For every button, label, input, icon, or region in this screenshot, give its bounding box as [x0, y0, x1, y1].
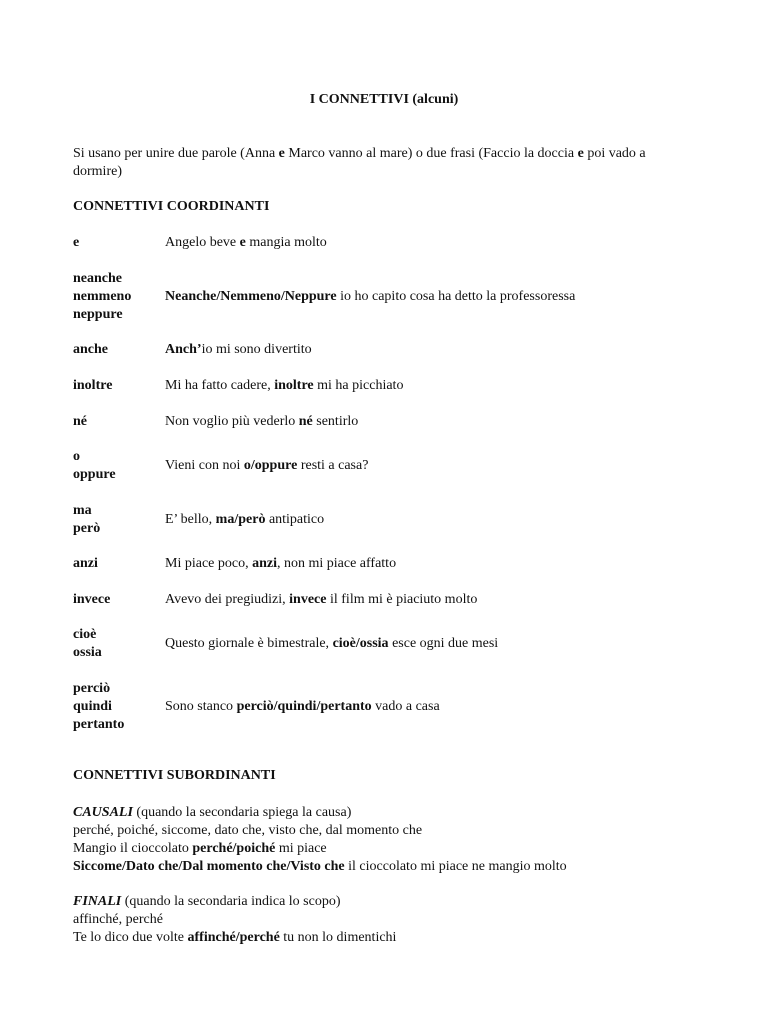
example-text: Avevo dei pregiudizi, — [165, 592, 290, 607]
connettivo-row — [73, 448, 713, 508]
example-text: , non mi piace affatto — [276, 556, 397, 571]
connettivo-example — [165, 288, 575, 306]
connettivo-term: anzi — [73, 556, 98, 571]
example-text: resti a casa? — [297, 458, 369, 473]
example-text: il cioccolato mi piace ne mangio molto — [344, 859, 567, 874]
section-heading-coordinanti: CONNETTIVI COORDINANTI — [73, 199, 270, 214]
connettivo-terms — [73, 555, 163, 573]
connettivo-row — [73, 680, 713, 740]
finali-label: FINALI — [73, 894, 122, 909]
connettivo-term: né — [73, 414, 87, 429]
causali-label: CAUSALI — [73, 805, 133, 820]
connettivo-terms — [73, 448, 163, 484]
example-text: tu non lo dimentichi — [279, 930, 397, 945]
connettivo-example — [165, 635, 498, 653]
example-text: mangia molto — [245, 235, 327, 250]
connettivo-term: neanche — [73, 271, 122, 286]
connettivo-example — [165, 234, 327, 252]
finali-example-1 — [73, 929, 733, 947]
finali-desc: (quando la secondaria indica lo scopo) — [121, 894, 341, 909]
connettivo-term: invece — [73, 592, 111, 607]
example-bold: Neanche/Nemmeno/Neppure — [165, 289, 337, 304]
connettivo-term: o — [73, 449, 80, 464]
example-text: mi piace — [275, 841, 327, 856]
connettivo-terms — [73, 270, 163, 324]
example-bold: affinché/perché — [187, 930, 280, 945]
connettivo-term: e — [73, 235, 80, 250]
example-bold: o/oppure — [243, 458, 298, 473]
example-text: Vieni con noi — [165, 458, 244, 473]
causali-example-1 — [73, 840, 733, 858]
causali-list: perché, poiché, siccome, dato che, visto che, dal momento che — [73, 823, 423, 838]
connettivo-example — [165, 511, 324, 529]
example-text: mi ha picchiato — [313, 378, 404, 393]
connettivo-term: nemmeno — [73, 289, 132, 304]
connettivo-row — [73, 502, 713, 562]
connettivo-row — [73, 626, 713, 686]
connettivo-term: inoltre — [73, 378, 113, 393]
example-bold: cioè/ossia — [332, 636, 389, 651]
connettivo-term: ossia — [73, 645, 102, 660]
example-text: il film mi è piaciuto molto — [326, 592, 478, 607]
page-title: I CONNETTIVI (alcuni) — [309, 92, 459, 107]
example-text: Mi ha fatto cadere, — [165, 378, 275, 393]
connettivo-term: oppure — [73, 467, 116, 482]
connettivo-term: ma — [73, 503, 92, 518]
connettivo-terms — [73, 591, 163, 609]
example-bold: invece — [289, 592, 327, 607]
finali-list: affinché, perché — [73, 912, 163, 927]
connettivo-example — [165, 457, 368, 475]
intro-text: Marco vanno al mare) o due frasi (Faccio la doccia — [284, 146, 578, 161]
example-text: Mi piace poco, — [165, 556, 253, 571]
connettivo-terms — [73, 626, 163, 662]
example-bold: perciò/quindi/pertanto — [236, 699, 372, 714]
connettivo-terms — [73, 234, 163, 252]
example-text: Non voglio più vederlo — [165, 414, 299, 429]
connettivo-term: perciò — [73, 681, 111, 696]
connettivo-term: neppure — [73, 307, 123, 322]
causali-title — [73, 804, 733, 822]
connettivo-term: quindi — [73, 699, 112, 714]
example-text: io mi sono divertito — [201, 342, 312, 357]
connettivo-example — [165, 698, 440, 716]
connettivo-terms — [73, 377, 163, 395]
intro-text: poi vado a dormire) — [73, 146, 646, 179]
example-bold: Siccome/Dato che/Dal momento che/Visto che — [73, 859, 345, 874]
connettivo-term: pertanto — [73, 717, 125, 732]
intro-bold: e — [278, 146, 285, 161]
example-text: Te lo dico due volte — [73, 930, 188, 945]
connettivo-term: però — [73, 521, 101, 536]
example-text: E’ bello, — [165, 512, 216, 527]
example-text: Questo giornale è bimestrale, — [165, 636, 333, 651]
example-text: antipatico — [265, 512, 325, 527]
connettivo-example — [165, 341, 312, 359]
finali-section — [73, 893, 733, 947]
example-bold: né — [298, 414, 313, 429]
finali-title — [73, 893, 733, 911]
example-bold: perché/poiché — [192, 841, 276, 856]
example-bold: Anch’ — [165, 342, 202, 357]
connettivo-terms — [73, 680, 163, 734]
example-text: Mangio il cioccolato — [73, 841, 193, 856]
example-bold: anzi — [252, 556, 277, 571]
example-bold: e — [239, 235, 246, 250]
causali-section — [73, 804, 733, 876]
connettivo-term: cioè — [73, 627, 97, 642]
connettivo-example — [165, 591, 477, 609]
intro-bold: e — [577, 146, 584, 161]
example-text: sentirlo — [312, 414, 359, 429]
example-text: esce ogni due mesi — [388, 636, 499, 651]
intro-paragraph — [73, 145, 693, 181]
intro-text: Si usano per unire due parole (Anna — [73, 146, 279, 161]
example-bold: inoltre — [274, 378, 314, 393]
connettivo-terms — [73, 341, 163, 359]
causali-desc: (quando la secondaria spiega la causa) — [132, 805, 352, 820]
example-text: vado a casa — [371, 699, 440, 714]
connettivo-term: anche — [73, 342, 108, 357]
causali-example-2 — [73, 858, 733, 876]
example-text: Sono stanco — [165, 699, 237, 714]
connettivo-row — [73, 270, 713, 330]
connettivo-example — [165, 555, 396, 573]
example-text: io ho capito cosa ha detto la professoressa — [336, 289, 576, 304]
section-heading-subordinanti: CONNETTIVI SUBORDINANTI — [73, 768, 276, 783]
connettivo-terms — [73, 502, 163, 538]
connettivo-example — [165, 377, 403, 395]
connettivo-example — [165, 413, 358, 431]
example-text: Angelo beve — [165, 235, 240, 250]
example-bold: ma/però — [215, 512, 266, 527]
connettivo-terms — [73, 413, 163, 431]
